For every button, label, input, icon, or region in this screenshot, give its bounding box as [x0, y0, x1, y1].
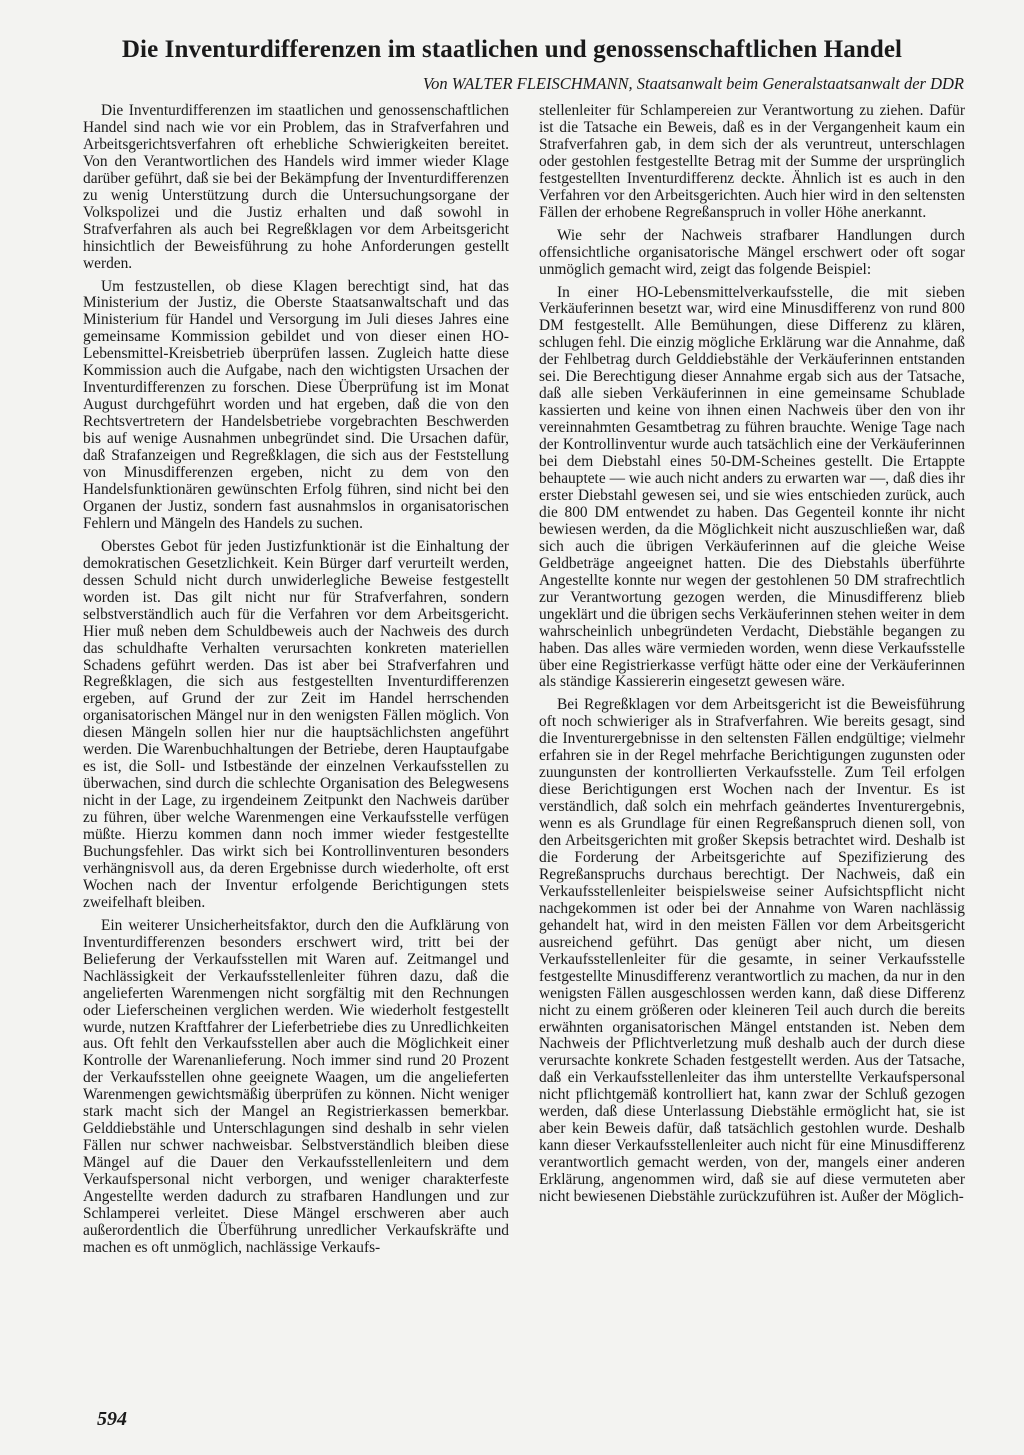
article-byline: Von WALTER FLEISCHMANN, Staatsanwalt beim Generalstaatsanwalt der DDR: [422, 74, 964, 93]
paragraph: Bei Regreßklagen vor dem Arbeitsgericht ist die Beweisführung oft noch schwieriger als in Strafverfahren. Wie bereits gesagt, sind die Inventurergebnisse in den seltensten Fällen endgültige; vielmehr erfahren sie in der Regel mehrfache Berichtigungen zugunsten oder zuungunsten der kontrollierten Verkaufsstelle. Zum Teil erfolgen diese Berichtigungen erst Wochen nach der Inventur. Es ist verständlich, daß solch ein mehrfach geändertes Inventurergebnis, wenn es als Grundlage für einen Regreßanspruch dienen soll, von den Arbeitsgerichten mit großer Skepsis betrachtet wird. Deshalb ist die Forderung der Arbeitsgerichte auf Spezifizierung des Regreßanspruchs durchaus berechtigt. Der Nachweis, daß ein Verkaufsstellenleiter beispielsweise seiner Aufsichtspflicht nicht nachgekommen ist oder bei der Annahme von Waren nachlässig gehandelt hat, wird in den meisten Fällen vor dem Arbeitsgericht ausreichend geführt. Das genügt aber nicht, um diesen Verkaufsstellenleiter für die gesamte, in seiner Verkaufsstelle festgestellte Minusdifferenz verantwortlich zu machen, da nur in den wenigsten Fällen ausgeschlossen werden kann, daß diese Differenz nicht zu einem größeren oder kleineren Teil auch durch die bereits erwähnten organisatorischen Mängel entstanden ist. Neben dem Nachweis der Pflichtverletzung muß deshalb auch der durch diese verursachte konkrete Schaden festgestellt werden. Aus der Tatsache, daß ein Verkaufsstellenleiter das ihm unterstellte Verkaufspersonal nicht pflichtgemäß kontrolliert hat, kann zwar der Schluß gezogen werden, daß diese Unterlassung Diebstähle ermöglicht hat, sie ist aber kein Beweis dafür, daß tatsächlich gestohlen wurde. Deshalb kann dieser Verkaufsstellenleiter auch nicht für eine Minusdifferenz verantwortlich gemacht werden, von der, mangels einer anderen Erklärung, angenommen wird, daß sie auf diese vermuteten aber nicht bewiesenen Diebstähle zurückzuführen ist. Außer der Möglich-: [539, 696, 965, 1206]
paragraph: stellenleiter für Schlampereien zur Verantwortung zu ziehen. Dafür ist die Tatsache ein Beweis, daß es in der Vergangenheit kaum ein Strafverfahren gab, in dem sich der als veruntreut, unterschlagen oder gestohlen festgestellte Betrag mit der Summe der ursprünglich festgestellten Inventurdifferenz deckte. Ähnlich ist es auch in den Verfahren vor den Arbeitsgerichten. Auch hier wird in den seltensten Fällen der erhobene Regreßanspruch in voller Höhe anerkannt.: [539, 102, 965, 221]
article-title: Die Inventurdifferenzen im staatlichen und genossenschaftlichen Handel: [121, 36, 903, 63]
left-column: [83, 103, 509, 1263]
right-column: [539, 103, 965, 1212]
paragraph: Oberstes Gebot für jeden Justizfunktionär ist die Einhaltung der demokratischen Gesetzlichkeit. Kein Bürger darf verurteilt werden, dessen Schuld nicht durch unwiderlegliche Beweise festgestellt worden ist. Das gilt nicht nur für Strafverfahren, sondern selbstverständlich auch für die Verfahren vor dem Arbeitsgericht. Hier muß neben dem Schuldbeweis auch der Nachweis des durch das schuldhafte Verhalten verursachten konkreten materiellen Schadens geführt werden. Das ist aber bei Strafverfahren und Regreßklagen, die sich aus festgestellten Inventurdifferenzen ergeben, auf Grund der zur Zeit im Handel herrschenden organisatorischen Mängel nur in den wenigsten Fällen möglich. Von diesen Mängeln sollen hier nur die hauptsächlichsten angeführt werden. Die Warenbuchhaltungen der Betriebe, deren Hauptaufgabe es ist, die Soll- und Istbestände der einzelnen Verkaufsstellen zu überwachen, sind durch die schlechte Organisation des Belegwesens nicht in der Lage, zu irgendeinem Zeitpunkt den Nachweis darüber zu führen, über welche Warenmengen eine Verkaufsstelle verfügen müßte. Hierzu kommen dann noch immer wieder festgestellte Buchungsfehler. Das wirkt sich bei Kontrollinventuren besonders verhängnisvoll aus, da deren Ergebnisse durch wiederholte, oft erst Wochen nach der Inventur erfolgende Berichtigungen stets zweifelhaft bleiben.: [83, 537, 509, 911]
paragraph: Um festzustellen, ob diese Klagen berechtigt sind, hat das Ministerium der Justiz, die Oberste Staatsanwaltschaft und das Ministerium für Handel und Versorgung im Juli dieses Jahres eine gemeinsame Kommission gebildet und von dieser einen HO-Lebensmittel-Kreisbetrieb überprüfen lassen. Zugleich hatte diese Kommission auch die Aufgabe, nach den wichtigsten Ursachen der Inventurdifferenzen zu forschen. Diese Überprüfung ist im Monat August durchgeführt worden und hat ergeben, daß die von den Rechtsvertretern der Handelsbetriebe vorgebrachten Beschwerden bis auf wenige Ausnahmen unbegründet sind. Die Ursachen dafür, daß Strafanzeigen und Regreßklagen, die sich aus der Feststellung von Minusdifferenzen ergeben, nicht zu dem von den Handelsfunktionären gewünschten Erfolg führen, sind nicht bei den Organen der Justiz, sondern fast ausnahmslos in organisatorischen Fehlern und Mängeln des Handels zu suchen.: [83, 277, 509, 532]
paragraph: Ein weiterer Unsicherheitsfaktor, durch den die Aufklärung von Inventurdifferenzen besonders erschwert wird, tritt bei der Belieferung der Verkaufsstellen mit Waren auf. Zeitmangel und Nachlässigkeit der Verkaufsstellenleiter führen dazu, daß die angelieferten Warenmengen nicht sorgfältig mit den Rechnungen oder Lieferscheinen verglichen werden. Wie wiederholt festgestellt wurde, nutzen Kraftfahrer der Lieferbetriebe dies zu Unredlichkeiten aus. Oft fehlt den Verkaufsstellen aber auch die Möglichkeit einer Kontrolle der Warenanlieferung. Noch immer sind rund 20 Prozent der Verkaufsstellen ohne geeignete Waagen, um die angelieferten Warenmengen gewichtsmäßig überprüfen zu können. Nicht weniger stark macht sich der Mangel an Registrierkassen bemerkbar. Gelddiebstähle und Unterschlagungen sind deshalb in sehr vielen Fällen nur schwer nachweisbar. Selbstverständlich bleiben diese Mängel auf die Dauer den Verkaufsstellenleitern und dem Verkaufspersonal nicht verborgen, und weniger charakterfeste Angestellte werden dadurch zu strafbaren Handlungen und zur Schlamperei verleitet. Diese Mängel erschweren aber auch außerordentlich die Überführung unredlicher Verkaufskräfte und machen es oft unmöglich, nachlässige Verkaufs-: [83, 916, 509, 1256]
page-number: 594: [97, 1408, 127, 1430]
paragraph: Wie sehr der Nachweis strafbarer Handlungen durch offensichtliche organisatorische Mängel erschwert oder oft sogar unmöglich gemacht wird, zeigt das folgende Beispiel:: [539, 226, 965, 278]
paragraph: In einer HO-Lebensmittelverkaufsstelle, die mit sieben Verkäuferinnen besetzt war, wird eine Minusdifferenz von rund 800 DM festgestellt. Alle Bemühungen, diese Differenz zu klären, schlugen fehl. Die einzig mögliche Erklärung war die Annahme, daß der Fehlbetrag durch Gelddiebstähle der Verkäuferinnen entstanden sei. Die Berechtigung dieser Annahme ergab sich aus der Tatsache, daß alle sieben Verkäuferinnen in eine gemeinsame Schublade kassierten und keine von ihnen einen Nachweis über den von ihr vereinnahmten Gesamtbetrag zu führen brauchte. Wenige Tage nach der Kontrollinventur wurde auch tatsächlich eine der Verkäuferinnen bei dem Diebstahl eines 50-DM-Scheines gestellt. Die Ertappte behauptete — wie auch nicht anders zu erwarten war —, daß dies ihr erster Diebstahl gewesen sei, und sie wies entschieden zurück, auch die 800 DM entwendet zu haben. Das Gegenteil konnte ihr nicht bewiesen werden, da die Möglichkeit nicht auszuschließen war, daß sich auch die übrigen Verkäuferinnen auf die gleiche Weise Geldbeträge angeeignet hatten. Die des Diebstahls überführte Angestellte konnte nur wegen der gestohlenen 50 DM strafrechtlich zur Verantwortung gezogen werden, die Minusdifferenz blieb ungeklärt und die übrigen sechs Verkäuferinnen stehen weiter in dem wahrscheinlich unbegründeten Verdacht, Diebstähle begangen zu haben. Das alles wäre vermieden worden, wenn diese Verkaufsstelle über eine Registrierkasse verfügt hätte oder eine der Verkäuferinnen als ständige Kassiererin eingesetzt gewesen wäre.: [539, 283, 965, 691]
paragraph: Die Inventurdifferenzen im staatlichen und genossenschaftlichen Handel sind nach wie vor ein Problem, das in Strafverfahren und Arbeitsgerichtsverfahren oft erhebliche Schwierigkeiten bereitet. Von den Verantwortlichen des Handels wird immer wieder Klage darüber geführt, daß sie bei der Bekämpfung der Inventurdifferenzen zu wenig Unterstützung durch die Untersuchungsorgane der Volkspolizei und die Justiz erhalten und daß sowohl in Strafverfahren als auch bei Regreßklagen vor dem Arbeitsgericht hinsichtlich der Beweisführung zu hohe Anforderungen gestellt werden.: [83, 102, 509, 272]
